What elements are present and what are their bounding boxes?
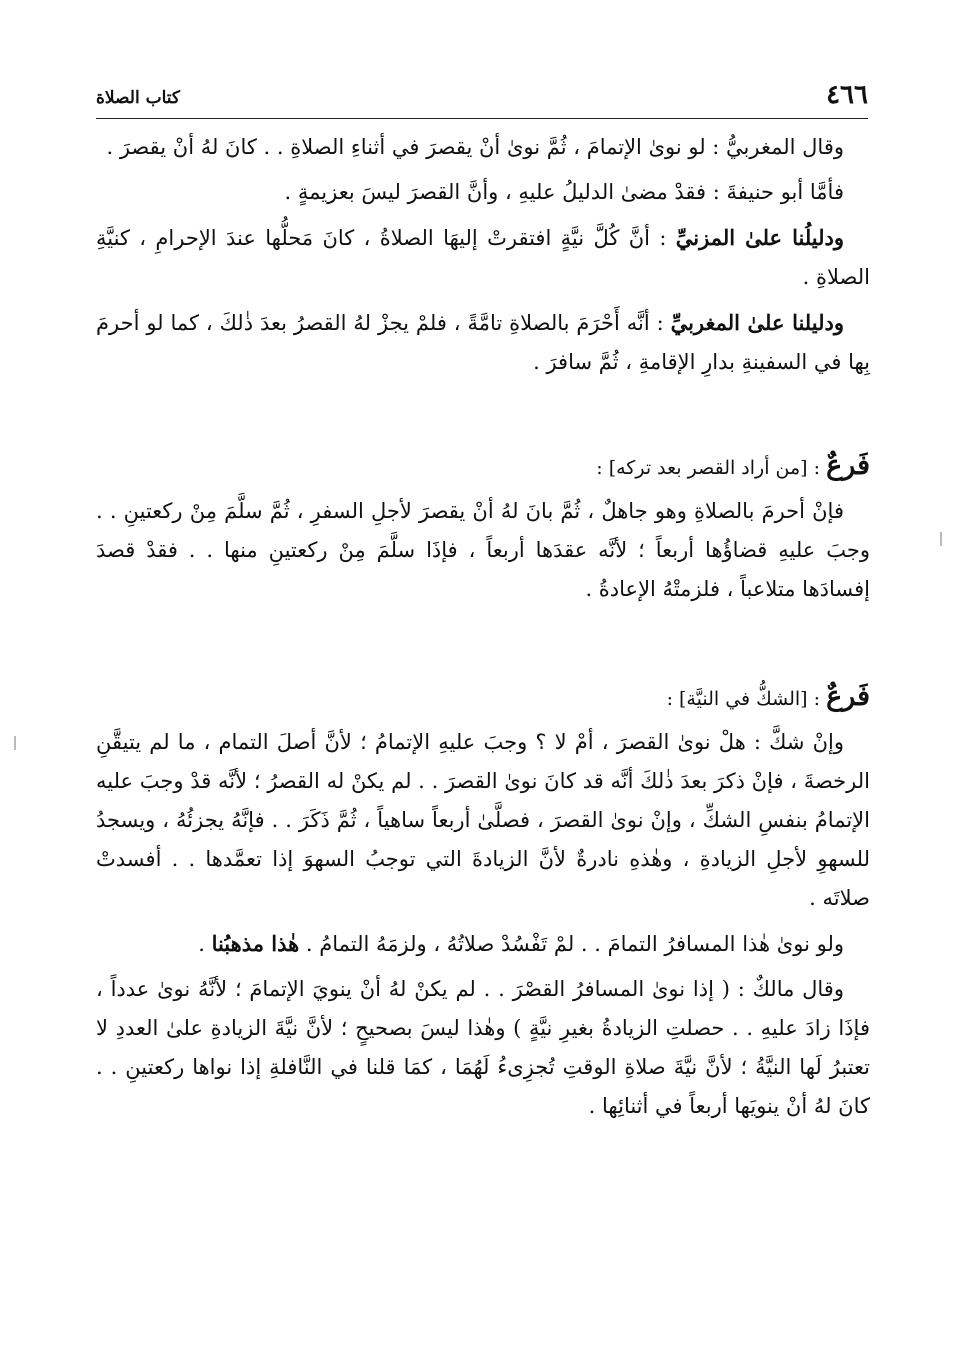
paragraph-abu-hanifa: فأمَّا أبو حنيفةَ : فقدْ مضىٰ الدليلُ عليهِ ، وأنَّ القصرَ ليسَ بعزيمةٍ . <box>284 180 844 204</box>
madhhab-phrase: هٰذا مذهبُنا <box>211 931 300 956</box>
evidence-text-maghribi: : أنَّه أَحْرَمَ بالصلاةِ تامَّةً ، فلمْ يجزْ لهُ القصرُ بعدَ ذٰلكَ ، كما لو أحرمَ بِها في السفينةِ بدارِ الإقامةِ ، ثُمَّ سافرَ . <box>96 311 870 374</box>
subsection-heading-1 <box>96 446 870 488</box>
paragraph-ihram-ignorant: فإنْ أحرمَ بالصلاةِ وهو جاهلٌ ، ثُمَّ بانَ لهُ أنْ يقصرَ لأجلِ السفرِ ، ثُمَّ سلَّمَ مِنْ ركعتينِ . . وجبَ عليهِ قضاؤُها أربعاً ؛ لأنَّه عقدَها أربعاً ، فإذَا سلَّمَ مِنْ ركعتينِ منها . . فقدْ قصدَ إفسادَها متلاعباً ، فلزمتْهُ الإعادةُ . <box>96 499 870 601</box>
paragraph-maghribi-opinion: وقال المغربيُّ : لو نوىٰ الإتمامَ ، ثُمَّ نوىٰ أنْ يقصرَ في أثناءِ الصلاةِ . . كانَ لهُ أنْ يقصرَ . <box>106 135 844 159</box>
paragraph-evidence-muzani <box>96 218 870 297</box>
paragraph-malik-opinion: وقال مالكٌ : ( إذا نوىٰ المسافرُ القصْرَ . . لم يكنْ لهُ أنْ ينويَ الإتمامَ ؛ لأنَّهُ نوىٰ عدداً ، فإذَا زادَ عليهِ . . حصلتِ الزيادةُ بغيرِ نيَّةٍ ) وهٰذا ليسَ بصحيحٍ ؛ لأنَّ نيَّةَ الزيادةِ علىٰ العددِ لا تعتبرُ لَها النيَّةُ ؛ لأنَّ نيَّةَ صلاةِ الوقتِ تُجزِىءُ لَهُمَا ، كمَا قلنا في النَّافلةِ إذا نواها ركعتينِ . . كانَ لهُ أنْ ينويَها أربعاً في أثنائِها . <box>96 977 870 1118</box>
traveler-end: . <box>198 932 212 956</box>
far-label-1: فَرعٌ <box>826 450 870 481</box>
evidence-lead-maghribi: ودليلنا علىٰ المغربيِّ <box>670 310 844 335</box>
page-body <box>96 128 870 1132</box>
subsection-heading-2 <box>96 677 870 719</box>
margin-tick <box>14 736 16 750</box>
subsection-title-2: : [الشكُّ في النيَّة] : <box>666 688 827 710</box>
section-gap <box>96 388 870 446</box>
section-gap <box>96 615 870 677</box>
evidence-text-muzani: : أنَّ كُلَّ نيَّةٍ افتقرتْ إليهَا الصلاةُ ، كانَ مَحلُّها عندَ الإحرامِ ، كنيَّةِ الصلاةِ . <box>96 226 870 289</box>
page-number: ٤٦٦ <box>826 80 868 110</box>
evidence-lead-muzani: ودليلُنا علىٰ المزنيِّ <box>675 225 844 250</box>
traveler-text: ولو نوىٰ هٰذا المسافرُ التمامَ . . لمْ تَفْسُدْ صلاتُهُ ، ولزمَهُ التمامُ . <box>299 932 844 956</box>
far-label-2: فَرعٌ <box>826 681 870 712</box>
paragraph-evidence-maghribi <box>96 303 870 382</box>
paragraph-doubt-intention: وإنْ شكَّ : هلْ نوىٰ القصرَ ، أمْ لا ؟ وجبَ عليهِ الإتمامُ ؛ لأنَّ أصلَ التمام ، ما لم يتيقَّنِ الرخصةَ ، فإنْ ذكرَ بعدَ ذٰلكَ أنَّه قد كانَ نوىٰ القصرَ . . لم يكنْ له القصرُ ؛ لأنَّه قدْ وجبَ عليه الإتمامُ بنفسِ الشكِّ ، وإنْ نوىٰ القصرَ ، فصلَّىٰ أربعاً ساهياً ، ثُمَّ ذَكَرَ . . فإنَّهُ يجزئُهُ ، ويسجدُ للسهوِ لأجلِ الزيادةِ ، وهٰذهِ نادرةٌ لأنَّ الزيادةَ التي توجبُ السهوَ إذا تعمَّدها . . أفسدتْ صلاتَه . <box>96 730 870 910</box>
subsection-title-1: : [من أراد القصر بعد تركه] : <box>596 457 827 479</box>
margin-tick <box>940 532 942 546</box>
running-title: كتاب الصلاة <box>96 88 181 108</box>
paragraph-traveler-tamam <box>96 924 870 964</box>
page-header <box>96 78 868 119</box>
